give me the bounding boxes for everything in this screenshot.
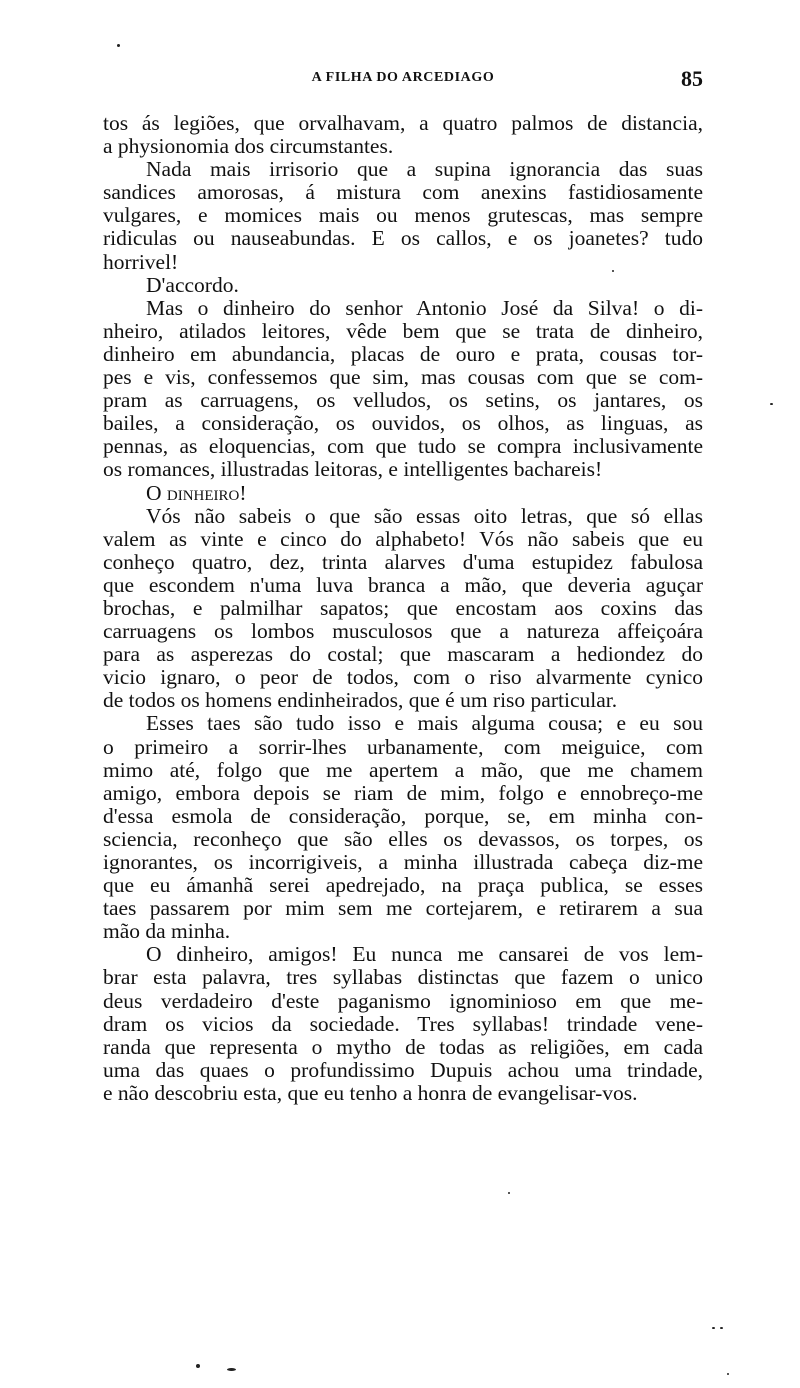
text-line: O dinheiro, amigos! Eu nunca me cansarei de vos lem- (146, 942, 703, 967)
text-line: o primeiro a sorrir-lhes urbanamente, com meiguice, com (103, 734, 703, 759)
text-line: conheço quatro, dez, trinta alarves d'uma estupidez fabulosa (103, 549, 703, 574)
text-line: tos ás legiões, que orvalhavam, a quatro palmos de distancia, (103, 111, 703, 135)
ink-speck (727, 1373, 729, 1375)
text-line: carruagens os lombos musculosos que a natureza affeiçoára (103, 619, 703, 644)
ink-speck (720, 1327, 723, 1329)
text-line: Nada mais irrisorio que a supina ignorancia das suas (146, 157, 703, 182)
text-line: pennas, as eloquencias, com que tudo se compra inclusivamente (103, 434, 703, 459)
text-line: horrivel! (103, 249, 179, 274)
text-line: taes passarem por mim sem me cortejarem, e retirarem a sua (103, 896, 703, 921)
text-line: vicio ignaro, o peor de todos, com o riso alvarmente cynico (103, 665, 703, 690)
text-line: mimo até, folgo que me apertem a mão, que me chamem (103, 757, 703, 782)
text-line: ignorantes, os incorrigiveis, a minha illustrada cabeça diz-me (103, 850, 703, 874)
page-header (103, 66, 703, 96)
text-line: randa que representa o mytho de todas as religiões, em cada (103, 1034, 703, 1059)
text-line: que eu ámanhã serei apedrejado, na praça publica, se esses (103, 873, 703, 898)
text-line: que escondem n'uma luva branca a mão, que deveria aguçar (103, 572, 703, 597)
text-line: sandices amorosas, á mistura com anexins fastidiosamente (103, 180, 703, 205)
text-line: Mas o dinheiro do senhor Antonio José da Silva! o di- (146, 295, 703, 320)
text-line: sciencia, reconheço que são elles os devassos, os torpes, os (103, 826, 703, 851)
text-line: mão da minha. (103, 919, 231, 944)
text-line: brochas, e palmilhar sapatos; que encostam aos coxins das (103, 595, 703, 620)
text-line: nheiro, atilados leitores, vêde bem que se trata de dinheiro, (103, 318, 703, 343)
body-text (103, 112, 703, 1105)
text-line: Esses taes são tudo isso e mais alguma cousa; e eu sou (146, 711, 703, 736)
text-line: para as asperezas do costal; que mascaram a hediondez do (103, 642, 703, 667)
text-line: e não descobriu esta, que eu tenho a honra de evangelisar-vos. (103, 1080, 638, 1105)
text-line: os romances, illustradas leitoras, e intelligentes bachareis! (103, 457, 603, 482)
text-line: a physionomia dos circumstantes. (103, 134, 394, 159)
page-number: 85 (681, 66, 703, 91)
text-line: bailes, a consideração, os ouvidos, os olhos, as linguas, as (103, 411, 703, 436)
text-line: O dinheiro! (146, 480, 247, 505)
text-line: deus verdadeiro d'este paganismo ignominioso em que me- (103, 988, 703, 1013)
text-line: pram as carruagens, os velludos, os setins, os jantares, os (103, 388, 703, 413)
ink-speck (770, 403, 773, 405)
ink-speck (227, 1368, 236, 1371)
text-line: de todos os homens endinheirados, que é um riso particular. (103, 688, 618, 713)
text-line: ridiculas ou nauseabundas. E os callos, e os joanetes? tudo (103, 226, 703, 251)
text-line: vulgares, e momices mais ou menos grutescas, mas sempre (103, 203, 703, 228)
ink-speck (508, 1192, 510, 1194)
ink-speck (712, 1327, 715, 1329)
text-line: pes e vis, confessemos que sim, mas cousas com que se com- (103, 365, 703, 390)
ink-speck (117, 44, 120, 47)
text-line: D'accordo. (146, 272, 239, 297)
ink-speck (196, 1364, 200, 1368)
text-line: valem as vinte e cinco do alphabeto! Vós não sabeis que eu (103, 526, 703, 551)
text-line: uma das quaes o profundissimo Dupuis achou uma trindade, (103, 1057, 703, 1082)
text-line: dinheiro em abundancia, placas de ouro e prata, cousas tor- (103, 341, 703, 366)
text-line: Vós não sabeis o que são essas oito letras, que só ellas (146, 503, 703, 528)
running-title: A FILHA DO ARCEDIAGO (311, 70, 495, 85)
text-line: brar esta palavra, tres syllabas distinctas que fazem o unico (103, 965, 703, 990)
text-line: d'essa esmola de consideração, porque, se, em minha con- (103, 803, 703, 828)
ink-speck (612, 270, 614, 272)
text-line: dram os vicios da sociedade. Tres syllabas! trindade vene- (103, 1011, 703, 1036)
text-line: amigo, embora depois se riam de mim, folgo e ennobreço-me (103, 780, 703, 805)
